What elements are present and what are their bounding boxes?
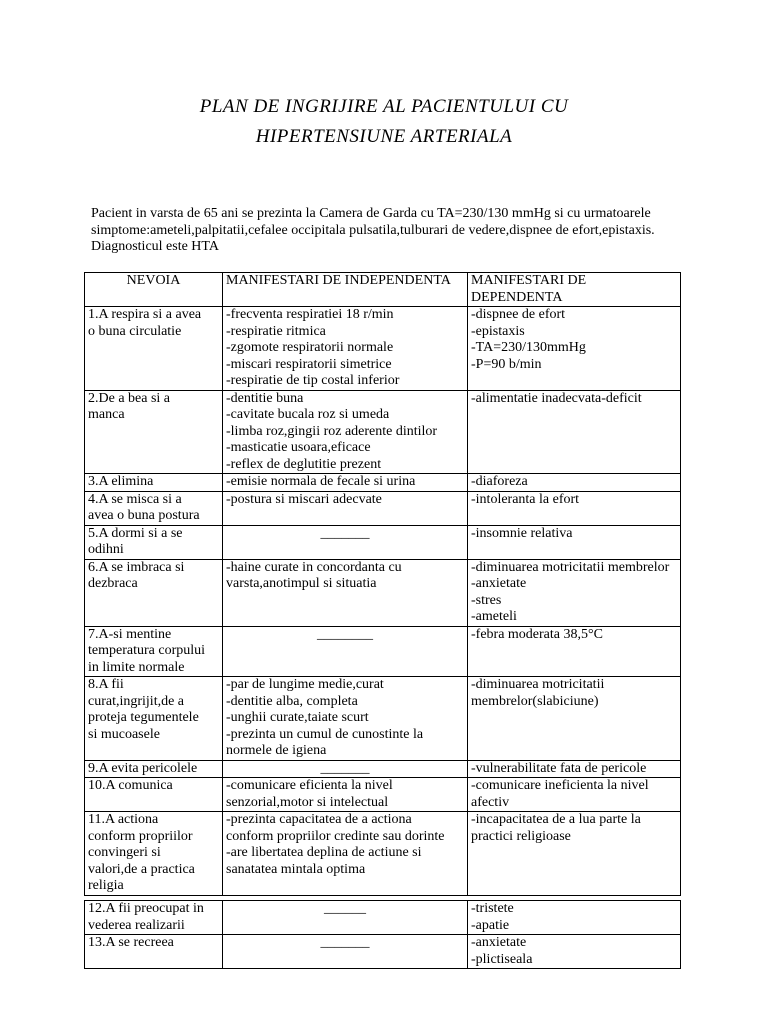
cell-line: normele de igiena (226, 743, 327, 758)
table-row (85, 491, 681, 525)
cell-line: in limite normale (88, 659, 185, 675)
cell-line: -TA=230/130mmHg (471, 340, 586, 355)
care-plan-table (84, 272, 681, 896)
need-cell (85, 491, 223, 525)
header-nevoia: NEVOIA (85, 273, 223, 307)
independence-cell (223, 677, 468, 761)
cell-line: -reflex de deglutitie prezent (226, 456, 382, 472)
header-dependenta-line: MANIFESTARI DE (471, 273, 587, 288)
dependence-cell (468, 778, 681, 812)
dependence-cell (468, 307, 681, 391)
need-cell (85, 559, 223, 626)
patient-intro (91, 206, 691, 256)
cell-line: -masticatie usoara,eficace (226, 440, 371, 455)
cell-line: temperatura corpului (88, 643, 206, 658)
cell-line: 7.A-si mentine (88, 626, 172, 642)
cell-line: 6.A se imbraca si (88, 559, 185, 575)
cell-line: -par de lungime medie,curat (226, 677, 384, 692)
table-row (85, 812, 681, 896)
independence-cell (223, 778, 468, 812)
table-row (85, 525, 681, 559)
table-body (85, 307, 681, 896)
need-cell (85, 525, 223, 559)
need-cell (85, 760, 223, 778)
intro-line: Pacient in varsta de 65 ani se prezinta la Camera de Garda cu TA=230/130 mmHg si cu urmatoarele (91, 206, 651, 221)
cell-line: 11.A actiona (88, 812, 159, 827)
table-header-row (85, 273, 681, 307)
header-independenta: MANIFESTARI DE INDEPENDENTA (223, 273, 468, 307)
independence-cell (223, 390, 468, 474)
cell-line: -alimentatie inadecvata-deficit (471, 390, 642, 406)
cell-line: -diaforeza (471, 474, 528, 489)
table-row (85, 559, 681, 626)
intro-line: simptome:ameteli,palpitatii,cefalee occipitala pulsatila,tulburari de vedere,dispnee de efort,epistaxis. (91, 222, 655, 238)
dependence-cell (468, 559, 681, 626)
cell-line: -ameteli (471, 609, 517, 624)
table-row (85, 390, 681, 474)
cell-line: -postura si miscari adecvate (226, 491, 382, 507)
cell-line: 2.De a bea si a (88, 390, 171, 406)
cell-line: -dentitie buna (226, 390, 304, 406)
cell-line: -apatie (471, 917, 510, 933)
blank-line: _______ (320, 935, 370, 950)
intro-line: Diagnosticul este HTA (91, 239, 219, 254)
independence-cell (223, 307, 468, 391)
cell-line: religia (88, 878, 124, 893)
dependence-cell (468, 474, 681, 492)
cell-line: -prezinta capacitatea de a actiona (226, 812, 412, 827)
cell-line: membrelor(slabiciune) (471, 693, 599, 709)
cell-line: -respiratie ritmica (226, 323, 326, 339)
cell-line: 3.A elimina (88, 474, 154, 489)
cell-line: sanatatea mintala optima (226, 861, 366, 877)
cell-line: -dispnee de efort (471, 307, 566, 322)
cell-line: afectiv (471, 794, 510, 810)
cell-line: 13.A se recreea (88, 935, 174, 950)
cell-line: -miscari respiratorii simetrice (226, 356, 392, 372)
blank-line: ______ (324, 901, 366, 916)
dependence-cell (468, 390, 681, 474)
cell-line: -respiratie de tip costal inferior (226, 373, 400, 388)
need-cell (85, 901, 223, 935)
title-line-1: PLAN DE INGRIJIRE AL PACIENTULUI CU (199, 96, 569, 117)
need-cell (85, 307, 223, 391)
cell-line: proteja tegumentele (88, 710, 199, 725)
cell-line: -anxietate (471, 935, 527, 950)
cell-line: si mucoasele (88, 726, 160, 742)
need-cell (85, 677, 223, 761)
cell-line: dezbraca (88, 576, 138, 591)
cell-line: -limba roz,gingii roz aderente dintilor (226, 423, 438, 439)
title-line-2: HIPERTENSIUNE ARTERIALA (255, 126, 513, 147)
cell-line: -diminuarea motricitatii membrelor (471, 559, 670, 575)
cell-line: practici religioase (471, 828, 571, 844)
cell-line: 9.A evita pericolele (88, 760, 198, 776)
cell-line: 12.A fii preocupat in (88, 901, 204, 916)
independence-cell (223, 559, 468, 626)
independence-cell (223, 491, 468, 525)
need-cell (85, 390, 223, 474)
need-cell (85, 935, 223, 969)
cell-line: -incapacitatea de a lua parte la (471, 812, 641, 827)
cell-line: -cavitate bucala roz si umeda (226, 407, 390, 422)
table-row (85, 901, 681, 935)
cell-line: 1.A respira si a avea (88, 307, 202, 322)
independence-cell (223, 760, 468, 778)
independence-cell (223, 812, 468, 896)
header-dependenta-line: DEPENDENTA (471, 289, 563, 305)
document-title (0, 92, 768, 152)
cell-line: -tristete (471, 901, 514, 916)
cell-line: 5.A dormi si a se (88, 525, 183, 541)
cell-line: -P=90 b/min (471, 356, 542, 372)
cell-line: 4.A se misca si a (88, 491, 182, 507)
table-row (85, 474, 681, 492)
cell-line: 10.A comunica (88, 778, 173, 793)
cell-line: -zgomote respiratorii normale (226, 340, 394, 355)
blank-line: ________ (317, 626, 373, 642)
cell-line: vederea realizarii (88, 917, 185, 933)
cell-line: -anxietate (471, 576, 527, 591)
cell-line: -dentitie alba, completa (226, 693, 358, 709)
dependence-cell (468, 491, 681, 525)
cell-line: -haine curate in concordanta cu (226, 559, 402, 575)
dependence-cell (468, 901, 681, 935)
cell-line: valori,de a practica (88, 861, 195, 877)
dependence-cell (468, 812, 681, 896)
blank-line: _______ (320, 525, 370, 541)
table-row (85, 760, 681, 778)
independence-cell (223, 525, 468, 559)
table-row (85, 307, 681, 391)
cell-line: -comunicare ineficienta la nivel (471, 778, 649, 793)
cell-line: -diminuarea motricitatii (471, 677, 605, 692)
cell-line: 8.A fii (88, 677, 124, 692)
cell-line: -prezinta un cumul de cunostinte la (226, 726, 424, 742)
cell-line: conform propriilor (88, 828, 193, 844)
cell-line: -frecventa respiratiei 18 r/min (226, 307, 394, 322)
cell-line: -emisie normala de fecale si urina (226, 474, 416, 489)
cell-line: o buna circulatie (88, 323, 182, 339)
need-cell (85, 626, 223, 677)
cell-line: convingeri si (88, 845, 161, 860)
cell-line: -stres (471, 592, 502, 608)
care-plan-table-continued (84, 900, 681, 969)
independence-cell (223, 935, 468, 969)
cell-line: -comunicare eficienta la nivel (226, 778, 393, 793)
cell-line: -intoleranta la efort (471, 491, 580, 507)
cell-line: -febra moderata 38,5°C (471, 626, 603, 642)
cell-line: -vulnerabilitate fata de pericole (471, 760, 647, 776)
table-row (85, 677, 681, 761)
cell-line: -epistaxis (471, 323, 525, 339)
independence-cell (223, 626, 468, 677)
cell-line: manca (88, 407, 125, 422)
cell-line: odihni (88, 542, 124, 557)
table-row (85, 626, 681, 677)
cell-line: varsta,anotimpul si situatia (226, 576, 377, 591)
need-cell (85, 812, 223, 896)
cell-line: avea o buna postura (88, 508, 200, 523)
blank-line: _______ (320, 760, 370, 776)
header-dependenta (468, 273, 681, 307)
independence-cell (223, 901, 468, 935)
cell-line: curat,ingrijit,de a (88, 693, 185, 709)
dependence-cell (468, 677, 681, 761)
dependence-cell (468, 525, 681, 559)
cell-line: -unghii curate,taiate scurt (226, 710, 369, 725)
dependence-cell (468, 626, 681, 677)
cell-line: -are libertatea deplina de actiune si (226, 845, 422, 860)
cell-line: -insomnie relativa (471, 525, 573, 541)
table-row (85, 935, 681, 969)
need-cell (85, 778, 223, 812)
cell-line: conform propriilor credinte sau dorinte (226, 828, 445, 844)
dependence-cell (468, 935, 681, 969)
table-body (85, 901, 681, 969)
independence-cell (223, 474, 468, 492)
cell-line: -plictiseala (471, 951, 533, 967)
dependence-cell (468, 760, 681, 778)
need-cell (85, 474, 223, 492)
table-row (85, 778, 681, 812)
cell-line: senzorial,motor si intelectual (226, 794, 389, 810)
